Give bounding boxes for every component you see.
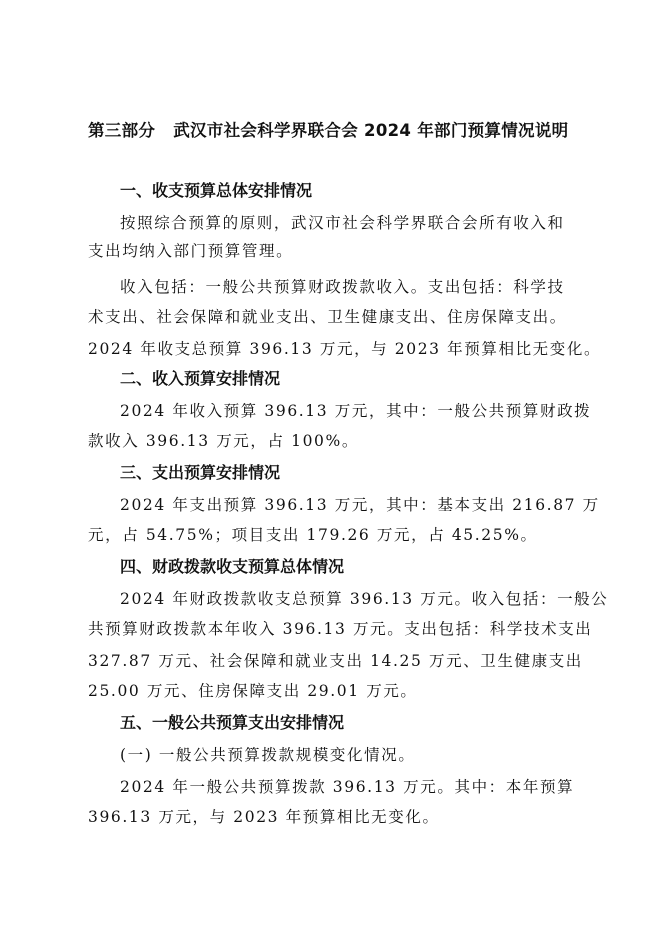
section-heading: 四、财政拨款收支预算总体情况 <box>120 557 345 576</box>
paragraph-line: 2024 年收支总预算 396.13 万元，与 2023 年预算相比无变化。 <box>88 340 602 358</box>
title-part: 第三部分 <box>88 121 156 140</box>
paragraph-line: 按照综合预算的原则，武汉市社会科学界联合会所有收入和 <box>120 214 565 232</box>
title-main: 武汉市社会科学界联合会 2024 年部门预算情况说明 <box>173 121 569 140</box>
paragraph-line: 327.87 万元、社会保障和就业支出 14.25 万元、卫生健康支出 <box>88 652 583 670</box>
paragraph-line: 术支出、社会保障和就业支出、卫生健康支出、住房保障支出。 <box>88 308 567 326</box>
section-heading: 二、收入预算安排情况 <box>120 369 281 388</box>
paragraph-line: 2024 年收入预算 396.13 万元，其中：一般公共预算财政拨 <box>120 402 592 420</box>
section-heading: 五、一般公共预算支出安排情况 <box>120 713 345 732</box>
paragraph-line: 共预算财政拨款本年收入 396.13 万元。支出包括：科学技术支出 <box>88 620 593 638</box>
section-heading: 一、收支预算总体安排情况 <box>120 181 313 200</box>
document-title <box>88 120 608 142</box>
paragraph-line: 收入包括：一般公共预算财政拨款收入。支出包括：科学技 <box>120 278 565 296</box>
paragraph-line: 元，占 54.75%；项目支出 179.26 万元，占 45.25%。 <box>88 526 538 544</box>
paragraph-line: 396.13 万元，与 2023 年预算相比无变化。 <box>88 808 440 826</box>
paragraph-line: (一) 一般公共预算拨款规模变化情况。 <box>120 746 416 764</box>
paragraph-line: 25.00 万元、住房保障支出 29.01 万元。 <box>88 682 418 700</box>
paragraph-line: 2024 年一般公共预算拨款 396.13 万元。其中：本年预算 <box>120 778 575 796</box>
paragraph-line: 2024 年财政拨款收支总预算 396.13 万元。收入包括：一般公 <box>120 590 609 608</box>
paragraph-line: 款收入 396.13 万元，占 100%。 <box>88 432 359 450</box>
paragraph-line: 支出均纳入部门预算管理。 <box>88 242 294 260</box>
paragraph-line: 2024 年支出预算 396.13 万元，其中：基本支出 216.87 万 <box>120 496 600 514</box>
section-heading: 三、支出预算安排情况 <box>120 463 281 482</box>
